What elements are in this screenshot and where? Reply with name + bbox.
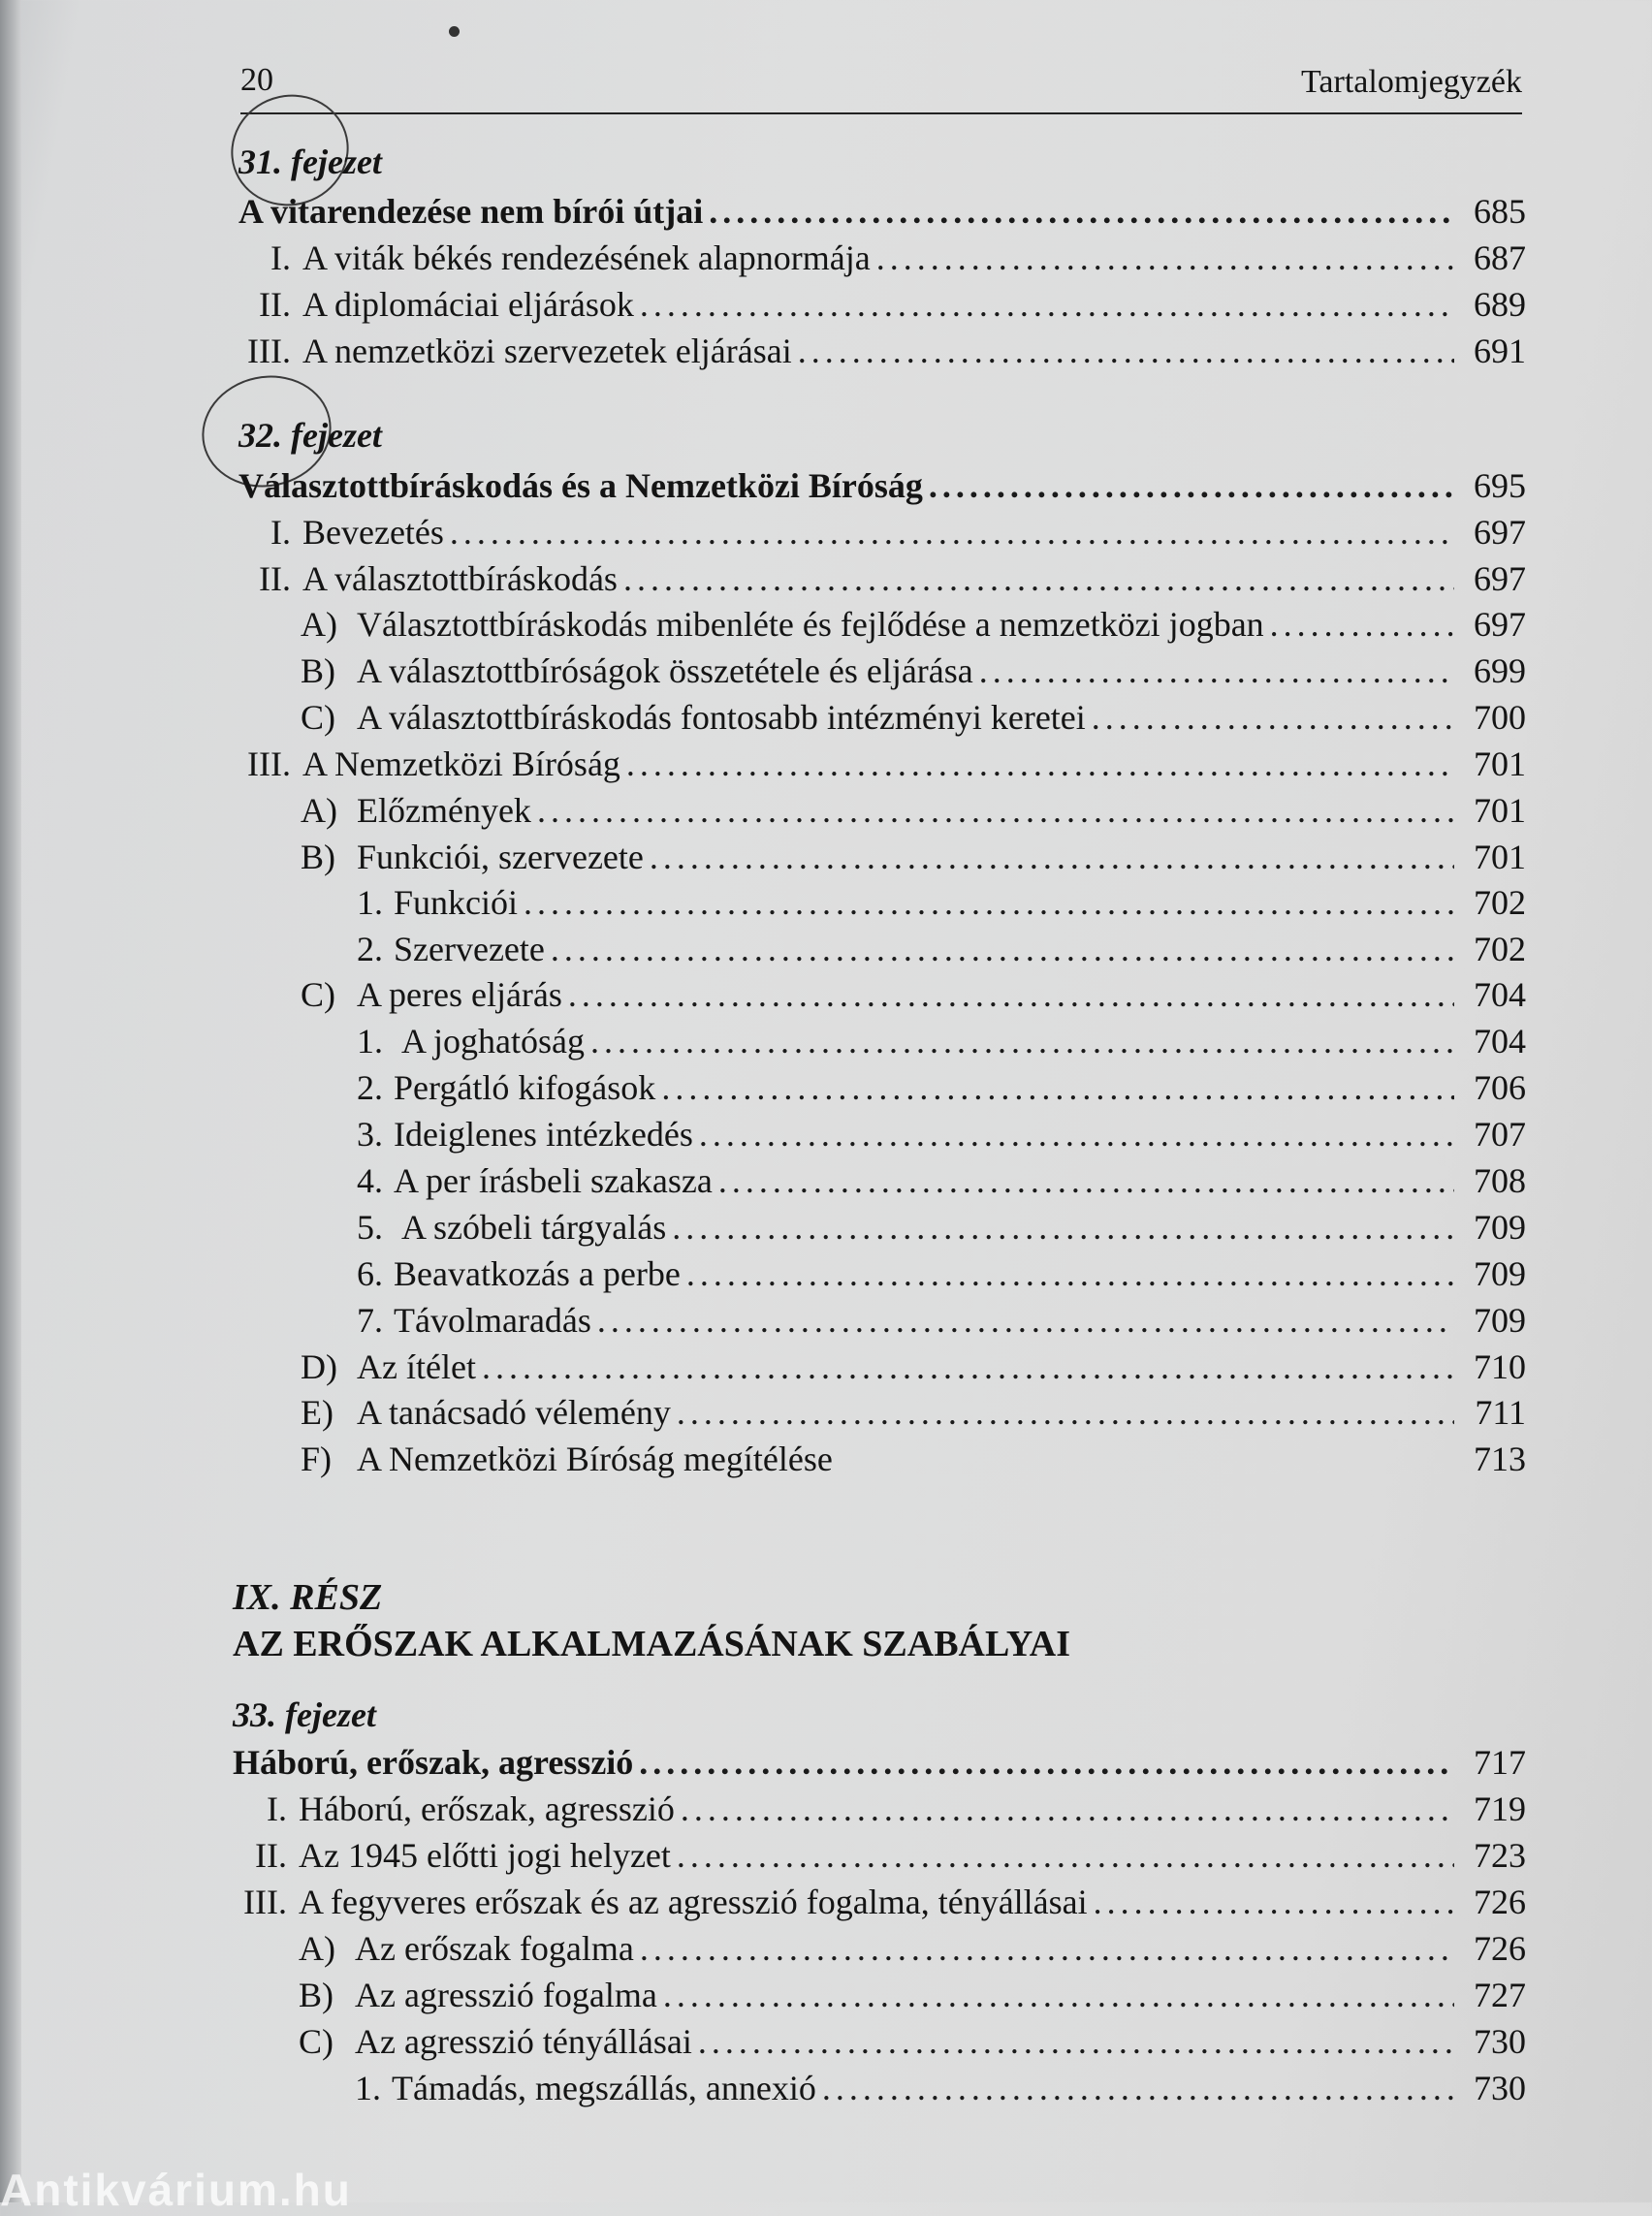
item-number: B) (301, 651, 335, 690)
page-ref: 702 (1474, 883, 1526, 922)
toc-row[interactable] (0, 601, 1652, 648)
item-number: A) (299, 1929, 335, 1968)
toc-row[interactable] (0, 1832, 1652, 1879)
item-title: Pergátló kifogások (394, 1068, 656, 1107)
toc-row[interactable] (0, 1250, 1652, 1297)
page-ref: 699 (1474, 651, 1526, 690)
dot-leader (531, 787, 1454, 834)
item-title: A szóbeli tárgyalás (401, 1208, 667, 1247)
toc-row[interactable] (0, 1064, 1652, 1111)
item-number: 1. (357, 883, 383, 922)
page-ref: 727 (1474, 1976, 1526, 2014)
item-number: 7. (357, 1301, 383, 1340)
running-title: Tartalomjegyzék (1301, 64, 1522, 100)
dot-leader (792, 328, 1454, 374)
item-number: 5. (357, 1208, 383, 1247)
toc-row[interactable] (0, 2065, 1652, 2111)
toc-row[interactable] (0, 1739, 1652, 1786)
page-number: 20 (240, 62, 273, 98)
dot-leader (644, 834, 1454, 880)
item-number: A) (301, 791, 337, 830)
item-title: Ideiglenes intézkedés (394, 1115, 693, 1154)
page-ref: 689 (1474, 285, 1526, 324)
item-title: Távolmaradás (394, 1301, 591, 1340)
toc-row[interactable] (0, 509, 1652, 555)
dot-leader (666, 1204, 1454, 1250)
page-ref: 701 (1474, 838, 1526, 876)
item-title: A peres eljárás (357, 975, 562, 1014)
dot-leader (816, 2065, 1454, 2111)
page-ref: 695 (1474, 466, 1526, 505)
item-number: 3. (357, 1115, 383, 1154)
page-ref: 697 (1474, 559, 1526, 598)
item-title: Előzmények (357, 791, 531, 830)
page-ref: 700 (1474, 698, 1526, 737)
item-title: Beavatkozás a perbe (394, 1254, 681, 1293)
item-title: Háború, erőszak, agresszió (299, 1789, 675, 1828)
toc-row[interactable] (0, 555, 1652, 602)
item-title: Az erőszak fogalma (355, 1929, 634, 1968)
dot-leader (545, 926, 1454, 972)
ink-dot (449, 26, 460, 37)
toc-row[interactable] (0, 694, 1652, 741)
dot-leader (633, 1739, 1454, 1786)
chapter-label: 33. fejezet (233, 1695, 376, 1734)
item-number: II. (259, 285, 291, 324)
part-label: IX. RÉSZ (233, 1577, 383, 1618)
page-ref: 687 (1474, 238, 1526, 277)
item-title: Funkciói (394, 883, 519, 922)
item-number: C) (299, 2022, 334, 2061)
chapter-title: A vitarendezése nem bírói útjai (238, 192, 704, 231)
page-ref: 704 (1474, 975, 1526, 1014)
toc-row[interactable] (0, 328, 1652, 374)
toc-row[interactable] (0, 281, 1652, 328)
toc-row[interactable] (0, 787, 1652, 834)
item-title: Funkciói, szervezete (357, 838, 644, 876)
item-title: A joghatóság (401, 1022, 585, 1061)
item-title: Az agresszió fogalma (355, 1976, 657, 2014)
dot-leader (713, 1157, 1454, 1204)
item-number: 1. (355, 2069, 381, 2107)
dot-leader (518, 879, 1454, 926)
toc-row[interactable] (0, 1111, 1652, 1157)
page-ref: 685 (1474, 192, 1526, 231)
item-number: B) (299, 1976, 334, 2014)
page-ref: 726 (1474, 1883, 1526, 1921)
toc-row[interactable] (0, 971, 1652, 1018)
item-number: B) (301, 838, 335, 876)
toc-row[interactable] (0, 1925, 1652, 1972)
item-title: Az 1945 előtti jogi helyzet (299, 1836, 671, 1875)
dot-leader (657, 1972, 1454, 2018)
toc-row[interactable] (0, 188, 1652, 235)
item-title: A per írásbeli szakasza (394, 1161, 713, 1200)
item-title: Szervezete (394, 930, 545, 968)
page-ref: 710 (1474, 1347, 1526, 1386)
toc-row[interactable] (0, 1157, 1652, 1204)
item-number: 1. (357, 1022, 383, 1061)
page-ref: 723 (1474, 1836, 1526, 1875)
dot-leader (671, 1389, 1454, 1436)
dot-leader (671, 1832, 1454, 1879)
item-title: A fegyveres erőszak és az agresszió fogalma, tényállásai (299, 1883, 1088, 1921)
item-number: III. (247, 744, 291, 783)
page-ref: 697 (1474, 605, 1526, 644)
toc-row[interactable] (0, 235, 1652, 281)
dot-leader (634, 281, 1454, 328)
item-number: 6. (357, 1254, 383, 1293)
page-ref: 717 (1474, 1743, 1526, 1782)
item-number: III. (247, 332, 291, 370)
item-number: 4. (357, 1161, 383, 1200)
dot-leader (655, 1064, 1454, 1111)
toc-row[interactable] (0, 1436, 1652, 1482)
dot-leader (620, 741, 1454, 787)
page-ref: 704 (1474, 1022, 1526, 1061)
page-ref: 701 (1474, 744, 1526, 783)
toc-row[interactable] (0, 2018, 1652, 2065)
dot-leader (585, 1018, 1454, 1064)
toc-row[interactable] (0, 1972, 1652, 2018)
item-number: I. (267, 1789, 287, 1828)
dot-leader (693, 1111, 1454, 1157)
page-ref: 691 (1474, 332, 1526, 370)
dot-leader (634, 1925, 1454, 1972)
page-ref: 709 (1474, 1301, 1526, 1340)
dot-leader (871, 235, 1454, 281)
chapter-label: 31. fejezet (238, 142, 382, 181)
page-ref: 726 (1474, 1929, 1526, 1968)
item-title: A választottbíróságok összetétele és eljárása (357, 651, 973, 690)
item-number: F) (301, 1440, 333, 1478)
item-title: Az agresszió tényállásai (355, 2022, 692, 2061)
item-number: II. (255, 1836, 287, 1875)
chapter-title: Háború, erőszak, agresszió (233, 1743, 634, 1782)
dot-leader (618, 555, 1454, 602)
page-ref: 707 (1474, 1115, 1526, 1154)
dot-leader (444, 509, 1454, 555)
toc-row[interactable] (0, 1344, 1652, 1390)
page-ref: 709 (1474, 1254, 1526, 1293)
page-ref: 711 (1475, 1393, 1526, 1432)
toc-row[interactable] (0, 1389, 1652, 1436)
page-ref: 713 (1474, 1440, 1526, 1478)
item-title: A választottbíráskodás fontosabb intézményi keretei (357, 698, 1086, 737)
item-title: Választottbíráskodás mibenléte és fejlődése a nemzetközi jogban (357, 605, 1264, 644)
part-title: AZ ERŐSZAK ALKALMAZÁSÁNAK SZABÁLYAI (233, 1624, 1071, 1664)
toc-row[interactable] (0, 741, 1652, 787)
page-ref: 730 (1474, 2022, 1526, 2061)
dot-leader (681, 1250, 1454, 1297)
toc-row[interactable] (0, 834, 1652, 880)
item-number: II. (259, 559, 291, 598)
item-title: Az ítélet (357, 1347, 476, 1386)
dot-leader (923, 462, 1454, 509)
item-title: A Nemzetközi Bíróság megítélése (357, 1440, 833, 1478)
dot-leader (1086, 694, 1454, 741)
page-ref: 702 (1474, 930, 1526, 968)
dot-leader (675, 1786, 1454, 1832)
item-title: A nemzetközi szervezetek eljárásai (302, 332, 792, 370)
toc-row[interactable] (0, 1204, 1652, 1250)
item-number: 2. (357, 1068, 383, 1107)
chapter-label: 32. fejezet (238, 416, 382, 455)
toc-row[interactable] (0, 879, 1652, 926)
page-ref: 701 (1474, 791, 1526, 830)
toc-row[interactable] (0, 1018, 1652, 1064)
dot-leader (1088, 1879, 1454, 1925)
item-number: A) (301, 605, 337, 644)
item-number: D) (301, 1347, 337, 1386)
dot-leader (703, 188, 1454, 235)
chapter-title: Választottbíráskodás és a Nemzetközi Bíróság (238, 466, 923, 505)
item-title: Bevezetés (302, 513, 444, 552)
dot-leader (973, 648, 1454, 694)
page-header (240, 62, 1522, 114)
dot-leader (692, 2018, 1454, 2065)
item-number: 2. (357, 930, 383, 968)
item-number: I. (270, 238, 291, 277)
toc-row[interactable] (0, 1297, 1652, 1344)
dot-leader (476, 1344, 1454, 1390)
item-number: III. (243, 1883, 287, 1921)
item-title: A tanácsadó vélemény (357, 1393, 671, 1432)
item-title: Támadás, megszállás, annexió (392, 2069, 816, 2107)
item-title: A viták békés rendezésének alapnormája (302, 238, 871, 277)
page-ref: 709 (1474, 1208, 1526, 1247)
toc-row[interactable] (0, 1786, 1652, 1832)
item-number: C) (301, 698, 335, 737)
item-number: E) (301, 1393, 334, 1432)
page-ref: 706 (1474, 1068, 1526, 1107)
item-number: C) (301, 975, 335, 1014)
toc-row[interactable] (0, 648, 1652, 694)
item-title: A Nemzetközi Bíróság (302, 744, 620, 783)
toc-row[interactable] (0, 1879, 1652, 1925)
item-number: I. (270, 513, 291, 552)
dot-leader (1264, 601, 1454, 648)
toc-row[interactable] (0, 926, 1652, 972)
toc-row[interactable] (0, 462, 1652, 509)
item-title: A választottbíráskodás (302, 559, 618, 598)
page-ref: 730 (1474, 2069, 1526, 2107)
dot-leader (562, 971, 1454, 1018)
watermark: Antikvárium.hu (0, 2165, 352, 2215)
page-ref: 708 (1474, 1161, 1526, 1200)
page-ref: 719 (1474, 1789, 1526, 1828)
item-title: A diplomáciai eljárások (302, 285, 634, 324)
dot-leader (591, 1297, 1454, 1344)
page-ref: 697 (1474, 513, 1526, 552)
